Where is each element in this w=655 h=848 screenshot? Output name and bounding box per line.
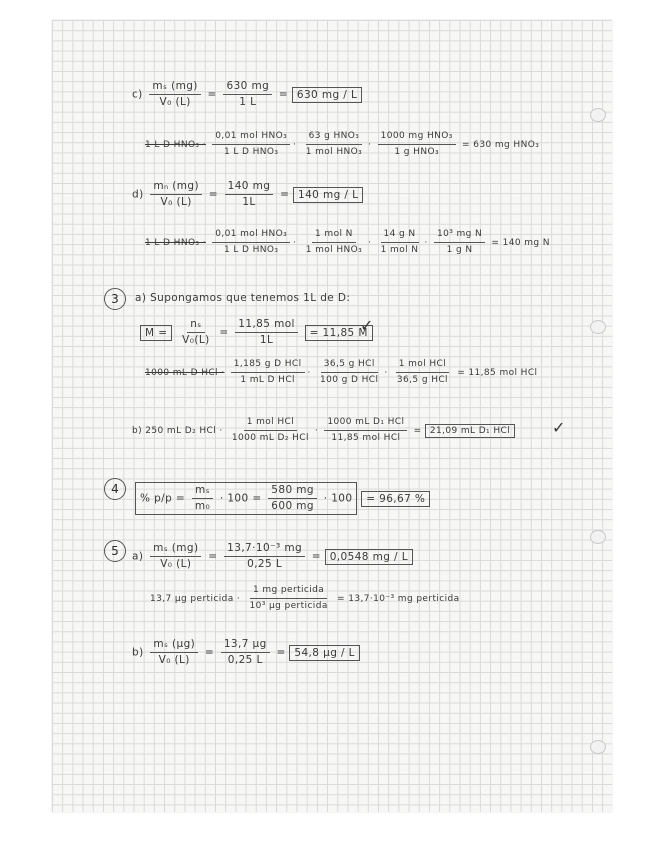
fraction [303,130,365,159]
numerator: mₛ [192,484,213,499]
times-100: · 100 [323,492,353,505]
fraction [378,228,422,257]
numerator: 10³ mg N [434,228,485,243]
fraction [212,228,290,257]
conversion-start: 1000 mL D HCl · [145,368,225,378]
denominator: 1 g HNO₃ [394,147,439,157]
numerator: 0,01 mol HNO₃ [212,228,290,243]
numerator: 1000 mg HNO₃ [378,130,456,145]
fraction [150,180,202,209]
numerator: nₛ [187,318,204,333]
fraction [179,318,212,347]
percent-label: % p/p = [140,492,186,505]
boxed-result: = 96,67 % [361,491,430,507]
boxed-result: 21,09 mL D₁ HCl [425,424,515,438]
q5-a: a) $\frac{\text{mₛ (mg)}}{\text{V₀ (L)}}$ = $\frac{\text{13,7·10⁻³ mg}}{0,25 L}$ = 0,0548 mg / L [132,542,413,571]
denominator: 1 mol HNO₃ [305,147,363,157]
question-number-3: 3 [104,288,126,310]
numerator: 1 mol HCl [396,358,449,373]
conversion-start: 250 mL D₂ HCl · [145,426,223,436]
denominator: 0,25 L [227,654,263,666]
q4-percent [135,482,430,515]
conversion-result: = 13,7·10⁻³ mg perticida [337,594,460,604]
fraction [212,130,290,159]
conversion-result: = 140 mg N [491,238,550,248]
denominator: 1 L D HNO₃ [223,147,279,157]
fraction [231,358,305,387]
conversion-result: = 11,85 mol HCl [457,368,538,378]
numerator: 13,7·10⁻³ mg [224,542,305,557]
denominator: 1 mL D HCl [240,375,295,385]
part-c-conversion: 1 L D HNO₃ · $\frac{\text{0,01 mol HNO₃}}{\text{1 L D HNO₃}}$ · $\frac{\text{63 g HNO₃}}{\text{1 mol HNO₃}}$ · $\frac{\text{1000 mg HNO₃}}{\text{1 g HNO₃}}$ = 630 mg HNO₃ [145,131,540,157]
fraction [225,180,274,209]
denominator: 1 mol HNO₃ [305,245,363,255]
numerator: 580 mg [268,484,317,499]
conversion-start: 1 L D HNO₃ · [145,140,206,150]
check-mark-icon: ✓ [360,316,374,335]
numerator: 0,01 mol HNO₃ [212,130,290,145]
boxed-result: 54,8 μg / L [289,645,360,661]
numerator: mₛ (mg) [150,542,201,557]
denominator: V₀(L) [182,334,210,346]
part-d-conversion: 1 L D HNO₃ · $\frac{\text{0,01 mol HNO₃}}{\text{1 L D HNO₃}}$ · $\frac{\text{1 mol N}}{\text{1 mol HNO₃}}$ · $\frac{\text{14 g N}}{\text{1 mol N}}$ · $\frac{\text{10³ mg N}}{\text{1 g N}}$ = 140 mg N [145,229,550,255]
fraction [221,638,270,667]
numerator: 11,85 mol [235,318,298,333]
fraction [268,484,317,513]
numerator: 14 g N [381,228,419,243]
fraction [235,318,298,347]
q5-b: b) $\frac{\text{mₛ (μg)}}{\text{V₀ (L)}}$ = $\frac{13,7 \mu g}{0,25 L}$ = 54,8 μg / L [132,638,360,667]
q3-b: b) 250 mL D₂ HCl · $\frac{\text{1 mol HCl}}{\text{1000 mL D₂ HCl}}$ · $\frac{\text{1000 mL D₁ HCl}}{\text{11,85 mol HCl}}$ = 21,09 mL D₁ HCl [132,416,515,445]
denominator: 1 mol N [380,245,419,255]
numerator: 1,185 g D HCl [231,358,305,373]
binder-hole [590,530,606,544]
fraction [394,358,451,387]
boxed-result: 140 mg / L [293,187,363,203]
denominator: V₀ (L) [158,654,190,666]
part-b-label: b) [132,646,144,659]
denominator: 1000 mL D₂ HCl [231,433,309,443]
fraction [150,542,201,571]
denominator: V₀ (L) [160,558,192,570]
numerator: 13,7 μg [221,638,270,653]
fraction [149,80,200,109]
fraction [224,542,305,571]
denominator: 1 g N [446,245,473,255]
part-d: d) $\frac{\text{mₙ (mg)}}{\text{V₀ (L)}}$ = $\frac{140 mg}{1L}$ = 140 mg / L [132,180,363,209]
fraction [324,416,407,445]
binder-hole [590,740,606,754]
denominator: V₀ (L) [160,196,192,208]
numerator: 1 mol HCl [244,416,297,431]
numerator: 36,5 g HCl [321,358,378,373]
fraction [303,228,365,257]
boxed-result: = 11,85 M [305,325,373,341]
check-mark-icon: ✓ [552,418,566,437]
fraction [150,638,198,667]
fraction [246,584,330,613]
q3-a-statement: a) Supongamos que tenemos 1L de D: [135,292,351,304]
question-number-5: 5 [104,540,126,562]
q3-molarity: M = $\frac{\text{nₛ}}{\text{V₀(L)}}$ = $\frac{\text{11,85 mol}}{1L}$ = 11,85 M [140,318,373,347]
numerator: 1 mol N [312,228,356,243]
binder-hole [590,320,606,334]
denominator: m₀ [194,500,211,512]
q3-a-conversion: 1000 mL D HCl · $\frac{\text{1,185 g D HCl}}{\text{1 mL D HCl}}$ · $\frac{\text{36,5 g HCl}}{\text{100 g D HCl}}$ · $\frac{\text{1 mol HCl}}{\text{36,5 g HCl}}$ = 11,85 mol HCl [145,359,538,385]
fraction [317,358,381,387]
denominator: 0,25 L [247,558,283,570]
numerator: mₛ (μg) [150,638,198,653]
part-a-label: a) [132,550,144,563]
fraction [192,484,213,513]
part-c-label: c) [132,88,143,101]
denominator: 1L [242,196,256,208]
conversion-start: 13,7 μg perticida · [150,594,241,604]
numerator: 1000 mL D₁ HCl [324,416,407,431]
denominator: 100 g D HCl [320,375,379,385]
denominator: V₀ (L) [159,96,191,108]
q5-a-conversion [150,584,460,613]
numerator: 630 mg [223,80,272,95]
denominator: 1L [259,334,274,346]
denominator: 1 L D HNO₃ [223,245,279,255]
fraction [434,228,485,257]
denominator: 36,5 g HCl [396,375,448,385]
numerator: mₙ (mg) [150,180,202,195]
boxed-result: 630 mg / L [292,87,362,103]
numerator: 140 mg [225,180,274,195]
molarity-symbol: M = [140,325,172,341]
binder-hole [590,108,606,122]
denominator: 11,85 mol HCl [331,433,401,443]
part-c: c) $\frac{\text{mₛ (mg)}}{\text{V₀ (L)}}$ = $\frac{630 mg}{1 L}$ = 630 mg / L [132,80,362,109]
denominator: 1 L [239,96,257,108]
numerator: 1 mg perticida [250,584,327,599]
conversion-start: 1 L D HNO₃ · [145,238,206,248]
numerator: mₛ (mg) [149,80,200,95]
denominator: 600 mg [271,500,314,512]
fraction [223,80,272,109]
q4-box [135,482,357,515]
boxed-result: 0,0548 mg / L [325,549,413,565]
fraction [229,416,312,445]
numerator: 63 g HNO₃ [306,130,363,145]
part-b-label: b) [132,426,143,436]
times-100: · 100 = [219,492,262,505]
conversion-result: = 630 mg HNO₃ [462,140,540,150]
question-number-4: 4 [104,478,126,500]
part-d-label: d) [132,188,144,201]
fraction [378,130,456,159]
denominator: 10³ μg perticida [249,601,328,611]
